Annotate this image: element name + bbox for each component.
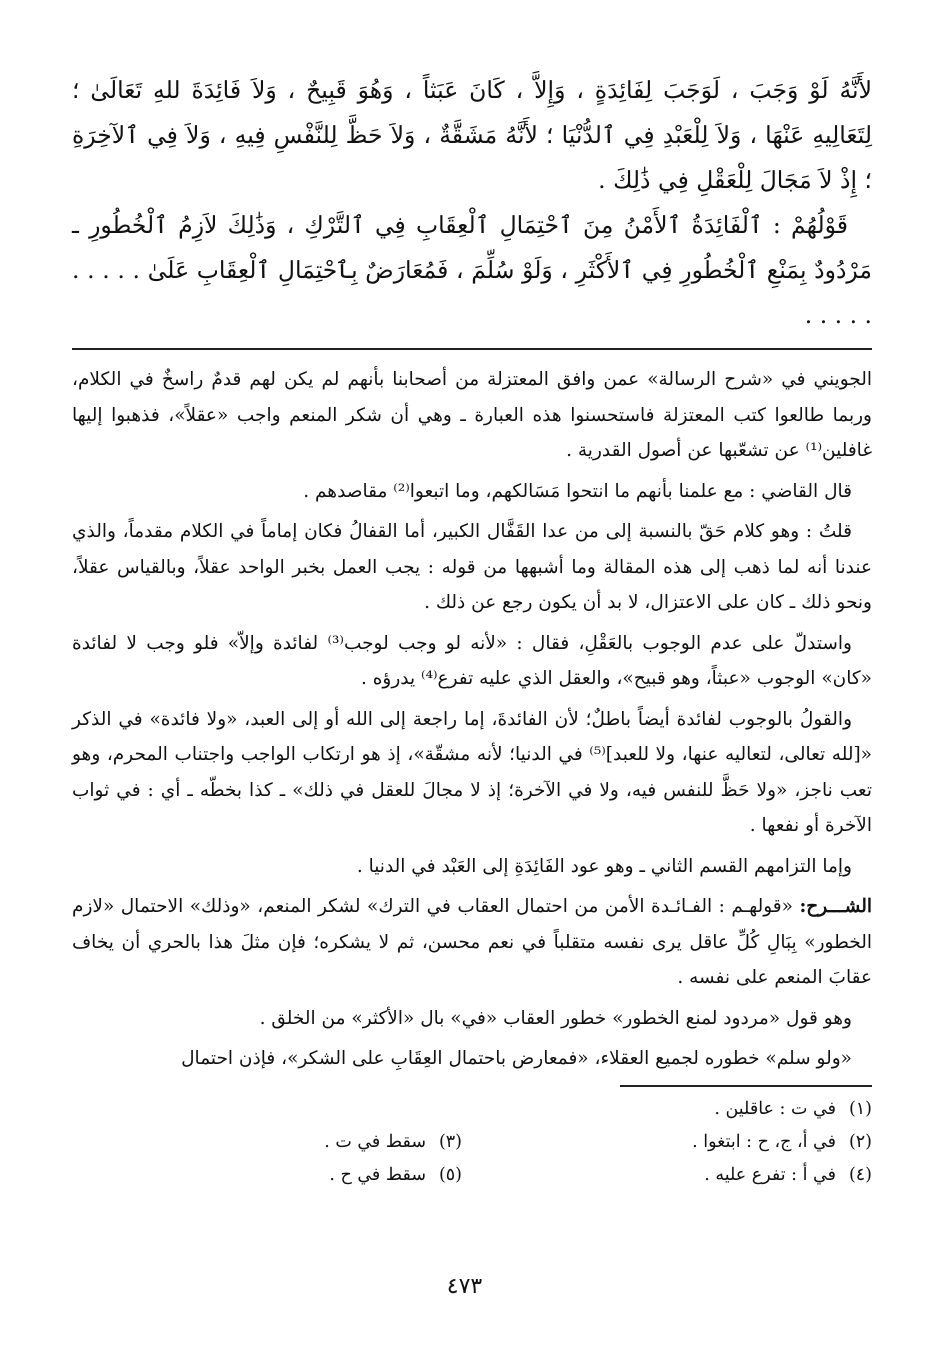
footnote-5 — [122, 1159, 462, 1192]
sharh-paragraph-text: «قولهـم : الفـائـدة الأمن من احتمال العقاب في الترك» لشكر المنعم، «وذلك» الاحتمال «لازم الخطور» بِبَالِ كُلِّ عاقل يرى نفسه متقلباً في نعم محسن، ثم لا يشكره؛ فإن مثلَ هذا بالحري أن يخاف عقابَ المنعم على نفسه . — [72, 896, 872, 988]
footnote-number: (٣) — [438, 1131, 462, 1152]
footnote-row — [72, 1126, 872, 1159]
sharh-paragraph: قلتُ : وهو كلام حَقّ بالنسبة إلى من عدا القَفَّال الكبير، أما القفالُ فكان إماماً في الكلام مقدماً، والذي عندنا أنه لما ذهب إلى هذه المقالة وما أشبهها من قوله : يجب العمل بخبر الواحد عقلاً، وبالقياس عقلاً، ونحو ذلك ـ كان على الاعتزال، لا بد أن يكون رجع عن ذلك . — [72, 521, 872, 613]
footnote-text: سقط في ح . — [329, 1164, 426, 1185]
footnote-number: (٥) — [438, 1164, 462, 1185]
footnote-4 — [532, 1159, 872, 1192]
footnote-row — [72, 1093, 872, 1126]
sharh-paragraph: والقولُ بالوجوب لفائدة أيضاً باطلٌ؛ لأن الفائدةَ، إما راجعة إلى الله أو إلى العبد، «ولا فائدة» في الذكر «[لله تعالى، لتعاليه عنها، ولا للعبد]⁽⁵⁾ في الدنيا؛ لأنه مشقّة»، إذ هو ارتكاب الواجب واجتناب المحرم، وهو تعب ناجز، «ولا حَظَّ للنفس فيه، ولا في الآخرة؛ إذ لا مجالَ للعقل في ذلك» ـ كذا بخطّه ـ أي : في ثواب الآخرة أو نفعها . — [72, 708, 872, 836]
sharh-paragraph: وهو قول «مردود لمنع الخطور» خطور العقاب «في» بال «الأكثر» من الخلق . — [259, 1007, 852, 1029]
sharh-paragraph: وإما التزامهم القسم الثاني ـ وهو عود الفَائِدَةِ إلى العَبْد في الدنيا . — [356, 855, 852, 877]
matn-paragraph-2: قَوْلُهُمْ : ٱلْفَائِدَةُ ٱلأَمْنُ مِنَ ٱحْتِمَالِ ٱلْعِقَابِ فِي ٱلتَّرْكِ ، وَذَٰلِكَ لاَزِمُ ٱلْخُطُورِ ـ مَرْدُودٌ بِمَنْعِ ٱلْخُطُورِ فِي ٱلأَكْثَرِ ، وَلَوْ سُلِّمَ ، فَمُعَارَضٌ بِٱحْتِمَالِ ٱلْعِقَابِ عَلَىٰ . . . . . . . . . . — [72, 211, 872, 329]
footnote-1 — [532, 1093, 872, 1126]
footnote-text: في ت : عاقلين . — [714, 1098, 836, 1119]
footnote-text: في أ، ج، ح : ابتغوا . — [692, 1131, 836, 1152]
footnote-3 — [122, 1126, 462, 1159]
footnote-2 — [532, 1126, 872, 1159]
sharh-paragraph: قال القاضي : مع علمنا بأنهم ما انتحوا مَسَالكهم، وما اتبعوا⁽²⁾ مقاصدهم . — [303, 480, 852, 502]
footnote-divider — [620, 1085, 872, 1087]
footnote-text: في أ : تفرع عليه . — [704, 1164, 836, 1185]
matn-paragraph-1: لأَنَّهُ لَوْ وَجَبَ ، لَوَجَبَ لِفَائِدَةٍ ، وَإِلاَّ ، كَانَ عَبَثاً ، وَهُوَ قَبِيحٌ ، وَلاَ فَائِدَةَ للهِ تَعَالَىٰ ؛ لِتَعَالِيهِ عَنْهَا ، وَلاَ لِلْعَبْدِ فِي ٱلدُّنْيَا ؛ لأَنَّهُ مَشَقَّةٌ ، وَلاَ حَظَّ لِلنَّفْسِ فِيهِ ، وَلاَ فِي ٱلآخِرَةِ ؛ إِذْ لاَ مَجَالَ لِلْعَقْلِ فِي ذَٰلِكَ . — [72, 76, 872, 194]
footnote-row — [72, 1159, 872, 1192]
page-body — [72, 68, 872, 1192]
sharh-paragraph: «ولو سلم» خطوره لجميع العقلاء، «فمعارض باحتمال العِقَابِ على الشكر»، فإذن احتمال — [181, 1048, 852, 1069]
sharh-paragraph — [72, 889, 872, 996]
main-text — [72, 68, 872, 338]
footnote-number: (٤) — [848, 1164, 872, 1185]
footnote-text: سقط في ت . — [324, 1131, 426, 1152]
commentary — [72, 362, 872, 1077]
sharh-label: الشـــرح: — [799, 896, 872, 917]
page-number: ٤٧٣ — [446, 1274, 483, 1299]
footnote-number: (٢) — [848, 1131, 872, 1152]
footnotes — [72, 1093, 872, 1192]
main-text-divider — [72, 348, 872, 350]
footnote-number: (١) — [848, 1098, 872, 1119]
sharh-paragraph: الجويني في «شرح الرسالة» عمن وافق المعتزلة من أصحابنا بأنهم لم يكن لهم قدمٌ راسخٌ في الكلام، وربما طالعوا كتب المعتزلة فاستحسنوا هذه العبارة ـ وهي أن شكر المنعم واجب «عقلاً»، فذهبوا إليها غافلين⁽¹⁾ عن تشعّبها عن أصول القدرية . — [72, 369, 872, 461]
sharh-paragraph: واستدلّ على عدم الوجوب بالعَقْلِ، فقال : «لأنه لو وجب لوجب⁽³⁾ لفائدة وإلاّ» فلو وجب لا لفائدة «كان» الوجوب «عبثاً، وهو قبيح»، والعقل الذي عليه تفرع⁽⁴⁾ يدرؤه . — [72, 632, 872, 689]
